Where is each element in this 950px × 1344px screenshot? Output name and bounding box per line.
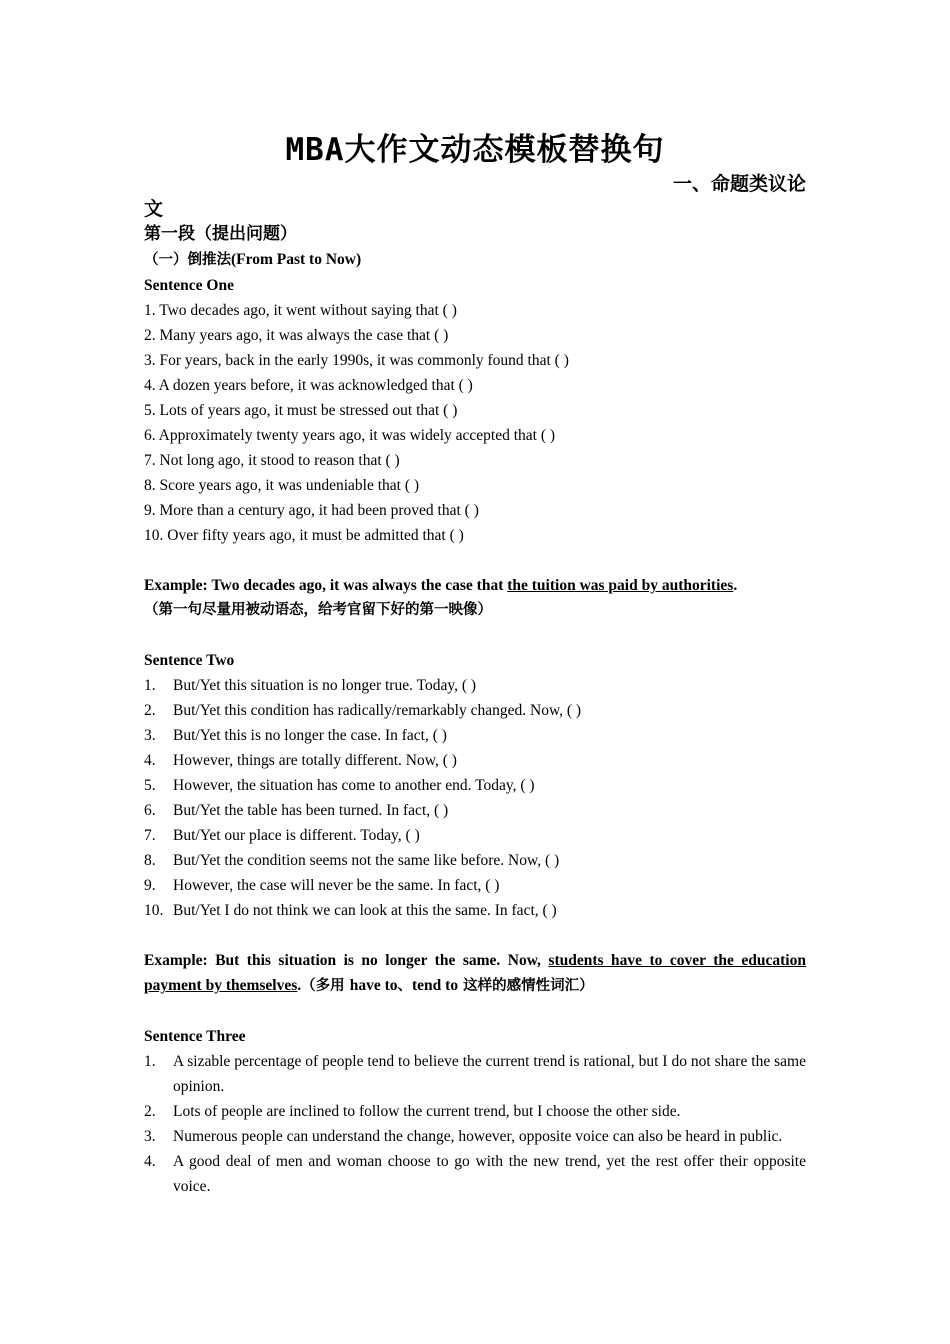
example-note-have-to: have to bbox=[349, 977, 398, 994]
item-number: 10. bbox=[144, 902, 164, 919]
item-text: However, things are totally different. Now, ( ) bbox=[173, 752, 457, 769]
item-text: But/Yet the condition seems not the same like before. Now, ( ) bbox=[173, 852, 560, 869]
paragraph-heading: 第一段（提出问题） bbox=[144, 224, 297, 244]
item-number: 5. bbox=[144, 777, 156, 794]
item-text: But/Yet this is no longer the case. In fact, ( ) bbox=[173, 727, 447, 744]
item-number: 9. bbox=[144, 877, 156, 894]
list-item bbox=[144, 673, 806, 698]
item-number: 6. bbox=[144, 802, 156, 819]
list-item bbox=[144, 898, 806, 923]
item-text: A sizable percentage of people tend to believe the current trend is rational, but I do not share the same opinion. bbox=[173, 1053, 806, 1095]
list-item bbox=[144, 1049, 806, 1099]
example-end: . bbox=[733, 577, 738, 594]
list-item: 1. Two decades ago, it went without saying that ( ) bbox=[144, 302, 457, 319]
list-item bbox=[144, 848, 806, 873]
list-item bbox=[144, 773, 806, 798]
list-item bbox=[144, 1149, 806, 1199]
document-page bbox=[144, 128, 806, 1199]
list-item bbox=[144, 698, 806, 723]
item-number: 1. bbox=[144, 1053, 156, 1070]
item-number: 1. bbox=[144, 677, 156, 694]
item-number: 2. bbox=[144, 702, 156, 719]
list-item bbox=[144, 1124, 806, 1149]
sentence-one-heading: Sentence One bbox=[144, 277, 234, 294]
item-number: 7. bbox=[144, 827, 156, 844]
section-heading bbox=[144, 172, 806, 222]
example-end: . bbox=[297, 977, 302, 994]
list-item: 10. Over fifty years ago, it must be admitted that ( ) bbox=[144, 527, 464, 544]
list-item: 3. For years, back in the early 1990s, it was commonly found that ( ) bbox=[144, 352, 569, 369]
item-text: But/Yet this situation is no longer true. Today, ( ) bbox=[173, 677, 477, 694]
sentence-two-heading: Sentence Two bbox=[144, 652, 235, 669]
example-note-tend-to: tend to bbox=[412, 977, 459, 994]
example-lead: Example: Two decades ago, it was always the case that bbox=[144, 577, 508, 594]
sentence-two-list bbox=[144, 673, 806, 923]
list-item bbox=[144, 723, 806, 748]
sentence-three-list bbox=[144, 1049, 806, 1199]
example-underlined: the tuition was paid by authorities bbox=[507, 577, 734, 594]
list-item: 5. Lots of years ago, it must be stressed out that ( ) bbox=[144, 402, 458, 419]
item-text: A good deal of men and woman choose to go with the new trend, yet the rest offer their opposite voice. bbox=[173, 1153, 806, 1195]
list-item: 6. Approximately twenty years ago, it was widely accepted that ( ) bbox=[144, 427, 556, 444]
method-heading bbox=[144, 247, 806, 273]
method-heading-en: (From Past to Now) bbox=[231, 251, 362, 268]
list-item bbox=[144, 798, 806, 823]
example-underlined: students have to cover the education payment by themselves bbox=[144, 952, 806, 994]
item-text: However, the situation has come to another end. Today, ( ) bbox=[173, 777, 535, 794]
item-number: 4. bbox=[144, 1153, 156, 1170]
item-text: But/Yet this condition has radically/remarkably changed. Now, ( ) bbox=[173, 702, 582, 719]
spacer bbox=[144, 999, 806, 1024]
example-lead: Example: But this situation is no longer the same. Now, bbox=[144, 952, 549, 969]
document-title: MBA大作文动态模板替换句 bbox=[285, 132, 665, 168]
item-text: But/Yet our place is different. Today, ( ) bbox=[173, 827, 420, 844]
item-number: 8. bbox=[144, 852, 156, 869]
list-item bbox=[144, 873, 806, 898]
section-heading-main: 一、命题类议论 bbox=[672, 173, 806, 195]
list-item: 9. More than a century ago, it had been proved that ( ) bbox=[144, 502, 479, 519]
example-note-open: （多用 bbox=[301, 978, 350, 994]
example-note-close: 这样的感情性词汇） bbox=[458, 978, 594, 994]
item-text: Lots of people are inclined to follow the current trend, but I choose the other side. bbox=[173, 1103, 681, 1120]
spacer bbox=[144, 623, 806, 648]
list-item bbox=[144, 1099, 806, 1124]
sentence-two-example bbox=[144, 948, 806, 999]
sentence-one-note: （第一句尽量用被动语态，给考官留下好的第一映像） bbox=[144, 602, 492, 618]
list-item: 7. Not long ago, it stood to reason that ( ) bbox=[144, 452, 400, 469]
item-text: Numerous people can understand the change, however, opposite voice can also be heard in public. bbox=[173, 1128, 783, 1145]
list-item: 8. Score years ago, it was undeniable that ( ) bbox=[144, 477, 420, 494]
spacer bbox=[144, 923, 806, 948]
section-heading-tail: 文 bbox=[144, 198, 164, 220]
sentence-one-list bbox=[144, 298, 806, 548]
list-item: 2. Many years ago, it was always the case that ( ) bbox=[144, 327, 449, 344]
item-number: 3. bbox=[144, 727, 156, 744]
method-heading-cn: （一）倒推法 bbox=[144, 252, 231, 268]
sentence-three-heading: Sentence Three bbox=[144, 1028, 246, 1045]
item-text: But/Yet the table has been turned. In fact, ( ) bbox=[173, 802, 449, 819]
list-item: 4. A dozen years before, it was acknowledged that ( ) bbox=[144, 377, 473, 394]
item-number: 2. bbox=[144, 1103, 156, 1120]
list-item bbox=[144, 823, 806, 848]
list-item bbox=[144, 748, 806, 773]
sentence-one-example bbox=[144, 573, 806, 598]
item-number: 3. bbox=[144, 1128, 156, 1145]
spacer bbox=[144, 548, 806, 573]
item-number: 4. bbox=[144, 752, 156, 769]
item-text: But/Yet I do not think we can look at this the same. In fact, ( ) bbox=[173, 902, 557, 919]
example-note-sep: 、 bbox=[397, 978, 413, 994]
item-text: However, the case will never be the same. In fact, ( ) bbox=[173, 877, 500, 894]
